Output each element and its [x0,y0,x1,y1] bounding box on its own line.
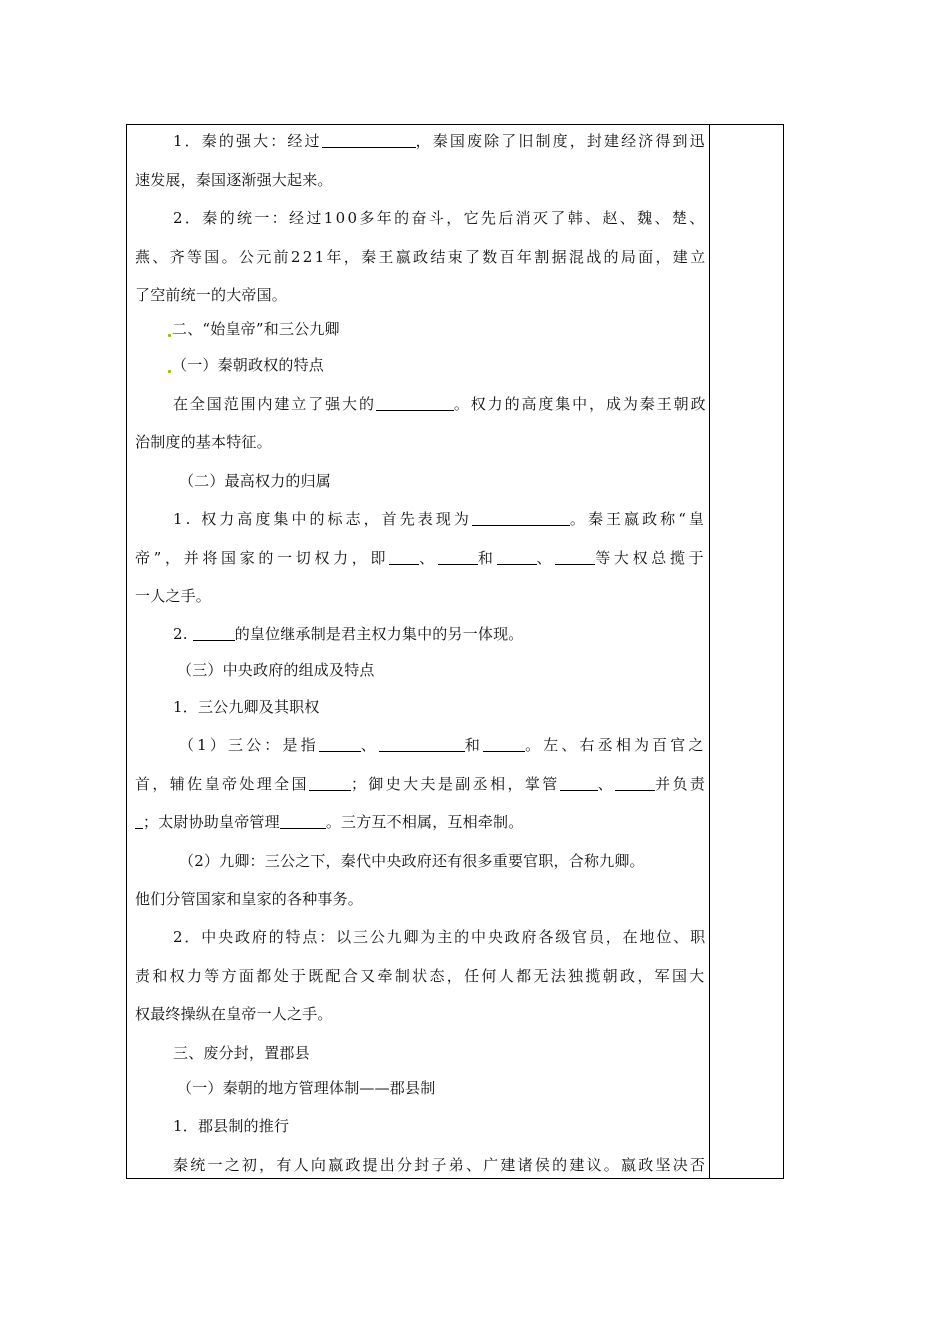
fill-in-blank [376,395,454,411]
text-line [167,354,324,376]
line-text: 燕、齐等国。公元前221年，秦王嬴政结束了数百年割据混战的局面，建立 [135,248,708,266]
text-line [173,1042,310,1064]
text-line [167,318,340,340]
line-text: ；太尉协助皇帝管理 [143,813,280,831]
text-line [135,1003,333,1025]
text-line [135,246,707,268]
line-text: 、 [419,549,438,567]
line-text: 、 [597,775,616,793]
line-text: 。左、右丞相为百官之 [525,736,707,754]
line-text: 速发展，秦国逐渐强大起来。 [135,171,333,189]
text-line [173,130,707,152]
line-text: 1. 权力高度集中的标志，首先表现为 [173,510,472,528]
line-text: 1．三公九卿及其职权 [173,698,320,716]
line-text: 、 [360,736,379,754]
line-text: 他们分管国家和皇家的各种事务。 [135,890,364,908]
line-text: 二、“始皇帝”和三公九卿 [172,320,340,338]
line-text: 1．秦的强大：经过 [173,132,322,150]
text-line [135,888,363,910]
fill-in-blank [389,549,419,565]
content-table [126,124,784,1179]
fill-in-blank [135,813,143,829]
text-line [177,659,375,681]
line-text: 2．中央政府的特点：以三公九卿为主的中央政府各级官员，在地位、职 [173,928,707,946]
fill-in-blank [379,736,465,752]
fill-in-blank [615,775,655,791]
line-text: 在全国范围内建立了强大的 [173,395,376,413]
line-text: 。权力的高度集中，成为秦王朝政 [453,395,708,413]
text-line [135,284,287,306]
notes-cell [710,125,783,1178]
text-line [173,696,320,718]
line-text: 。秦王嬴政称“皇 [569,510,707,528]
fill-in-blank [483,736,525,752]
line-text: （一）秦朝政权的特点 [172,356,325,374]
fill-in-blank [193,625,235,641]
line-text: 一人之手。 [135,587,212,605]
line-text: 三、废分封，置郡县 [173,1044,310,1062]
line-text: 、 [536,549,556,567]
text-line [173,926,707,948]
mark-dot [168,370,171,373]
text-line [173,508,707,530]
fill-in-blank [555,549,595,565]
text-line [135,585,211,607]
text-line [135,965,707,987]
fill-in-blank [309,775,351,791]
mark-dot [168,334,171,337]
line-text: 和 [477,549,497,567]
fill-in-blank [560,775,598,791]
text-line [173,1154,707,1176]
fill-in-blank [322,132,416,148]
line-text: ；御史大夫是副丞相，掌管 [350,775,560,793]
line-text: ，秦国废除了旧制度，封建经济得到迅 [415,132,707,150]
text-line [173,393,707,415]
line-text: 2．秦的统一：经过100多年的奋斗，它先后消灭了韩、赵、魏、楚、 [173,209,707,227]
text-line [179,734,707,756]
text-line [173,623,524,645]
line-text: 权最终操纵在皇帝一人之手。 [135,1005,333,1023]
line-text: 责和权力等方面都处于既配合又牵制状态，任何人都无法独揽朝政，军国大 [135,967,707,985]
text-line [135,773,707,795]
text-line [173,207,707,229]
line-text: （1）三公：是指 [179,736,319,754]
text-line [177,1077,435,1099]
line-text: 秦统一之初，有人向嬴政提出分封子弟、广建诸侯的建议。嬴政坚决否 [173,1156,708,1174]
line-text: 和 [464,736,484,754]
line-text: （2）九卿：三公之下，秦代中央政府还有很多重要官职，合称九卿。 [179,852,645,870]
text-line [135,169,333,191]
text-line [135,431,272,453]
fill-in-blank [497,549,537,565]
line-text: 治制度的基本特征。 [135,433,272,451]
text-line [135,547,707,569]
text-line [179,470,331,492]
line-text: 了空前统一的大帝国。 [135,286,288,304]
text-line [173,1115,289,1137]
line-text: （三）中央政府的组成及特点 [177,661,375,679]
line-text: （二）最高权力的归属 [179,472,332,490]
line-text: 帝”，并将国家的一切权力，即 [135,549,390,567]
line-text: 的皇位继承制是君主权力集中的另一体现。 [234,625,524,643]
line-text: 2. [173,625,193,643]
line-text: 首，辅佐皇帝处理全国 [135,775,309,793]
fill-in-blank [438,549,478,565]
line-text: 等大权总揽于 [595,549,708,567]
line-text: （一）秦朝的地方管理体制——郡县制 [177,1079,436,1097]
fill-in-blank [280,813,326,829]
fill-in-blank [319,736,361,752]
text-line [135,811,523,833]
line-text: 。三方互不相属，互相牵制。 [325,813,524,831]
text-line [179,850,645,872]
line-text: 并负责 [655,775,708,793]
line-text: 1．郡县制的推行 [173,1117,290,1135]
fill-in-blank [472,510,570,526]
